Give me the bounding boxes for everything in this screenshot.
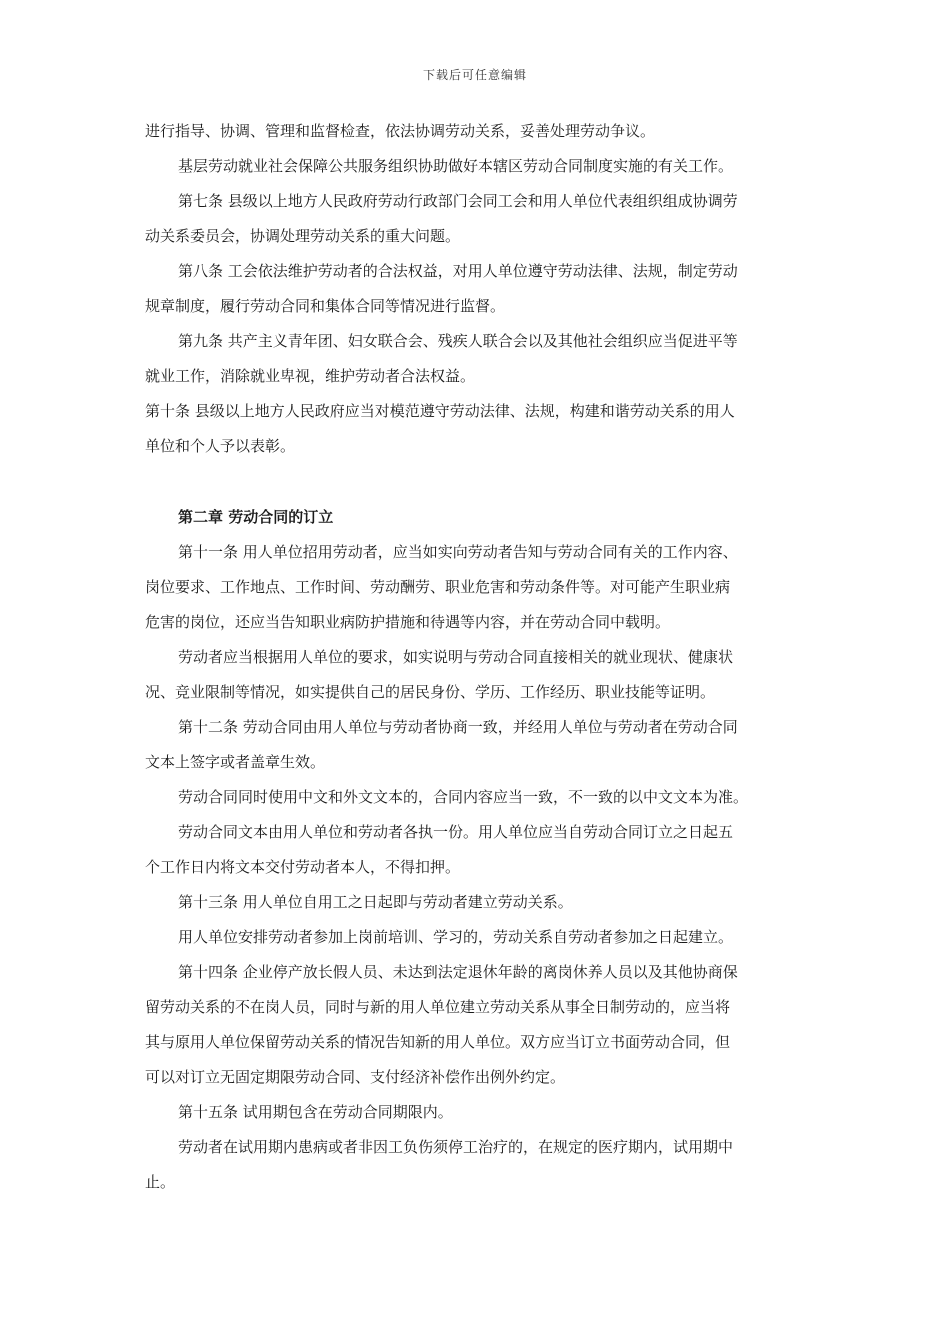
- paragraph-line: 可以对订立无固定期限劳动合同、支付经济补偿作出例外约定。: [145, 1068, 566, 1086]
- page-header: 下载后可任意编辑: [422, 68, 527, 82]
- paragraph-line: 第八条 工会依法维护劳动者的合法权益，对用人单位遵守劳动法律、法规，制定劳动: [178, 262, 738, 280]
- paragraph-line: 况、竞业限制等情况，如实提供自己的居民身份、学历、工作经历、职业技能等证明。: [145, 683, 716, 701]
- paragraph-line: 第九条 共产主义青年团、妇女联合会、残疾人联合会以及其他社会组织应当促进平等: [178, 332, 738, 350]
- paragraph-line: 个工作日内将文本交付劳动者本人，不得扣押。: [145, 858, 461, 876]
- paragraph-line: 就业工作，消除就业卑视，维护劳动者合法权益。: [145, 367, 476, 385]
- paragraph-line: 进行指导、协调、管理和监督检查，依法协调劳动关系，妥善处理劳动争议。: [145, 122, 656, 140]
- paragraph-line: 危害的岗位，还应当告知职业病防护措施和待遇等内容，并在劳动合同中载明。: [145, 613, 671, 631]
- paragraph-line: 文本上签字或者盖章生效。: [145, 753, 326, 771]
- paragraph-line: 第十五条 试用期包含在劳动合同期限内。: [178, 1103, 453, 1121]
- paragraph-line: 留劳动关系的不在岗人员，同时与新的用人单位建立劳动关系从事全日制劳动的，应当将: [145, 998, 731, 1016]
- paragraph-line: 第十二条 劳动合同由用人单位与劳动者协商一致，并经用人单位与劳动者在劳动合同: [178, 718, 738, 736]
- paragraph-line: 规章制度，履行劳动合同和集体合同等情况进行监督。: [145, 297, 506, 315]
- paragraph-line: 第十条 县级以上地方人民政府应当对模范遵守劳动法律、法规，构建和谐劳动关系的用人: [145, 402, 735, 420]
- paragraph-line: 单位和个人予以表彰。: [145, 437, 296, 455]
- paragraph-line: 劳动者应当根据用人单位的要求，如实说明与劳动合同直接相关的就业现状、健康状: [178, 648, 734, 666]
- paragraph-line: 动关系委员会，协调处理劳动关系的重大问题。: [145, 227, 461, 245]
- paragraph-line: 劳动合同同时使用中文和外文文本的，合同内容应当一致，不一致的以中文文本为准。: [178, 788, 749, 806]
- paragraph-line: 劳动合同文本由用人单位和劳动者各执一份。用人单位应当自劳动合同订立之日起五: [178, 823, 734, 841]
- paragraph-line: 第十一条 用人单位招用劳动者，应当如实向劳动者告知与劳动合同有关的工作内容、: [178, 543, 738, 561]
- paragraph-line: 其与原用人单位保留劳动关系的情况告知新的用人单位。双方应当订立书面劳动合同，但: [145, 1033, 731, 1051]
- chapter-heading: 第二章 劳动合同的订立: [178, 508, 334, 526]
- paragraph-line: 劳动者在试用期内患病或者非因工负伤须停工治疗的，在规定的医疗期内，试用期中: [178, 1138, 734, 1156]
- paragraph-line: 第七条 县级以上地方人民政府劳动行政部门会同工会和用人单位代表组织组成协调劳: [178, 192, 738, 210]
- paragraph-line: 止。: [145, 1173, 176, 1191]
- paragraph-line: 岗位要求、工作地点、工作时间、劳动酬劳、职业危害和劳动条件等。对可能产生职业病: [145, 578, 731, 596]
- paragraph-line: 第十四条 企业停产放长假人员、未达到法定退休年龄的离岗休养人员以及其他协商保: [178, 963, 738, 981]
- paragraph-line: 第十三条 用人单位自用工之日起即与劳动者建立劳动关系。: [178, 893, 573, 911]
- paragraph-line: 基层劳动就业社会保障公共服务组织协助做好本辖区劳动合同制度实施的有关工作。: [178, 157, 734, 175]
- paragraph-line: 用人单位安排劳动者参加上岗前培训、学习的，劳动关系自劳动者参加之日起建立。: [178, 928, 734, 946]
